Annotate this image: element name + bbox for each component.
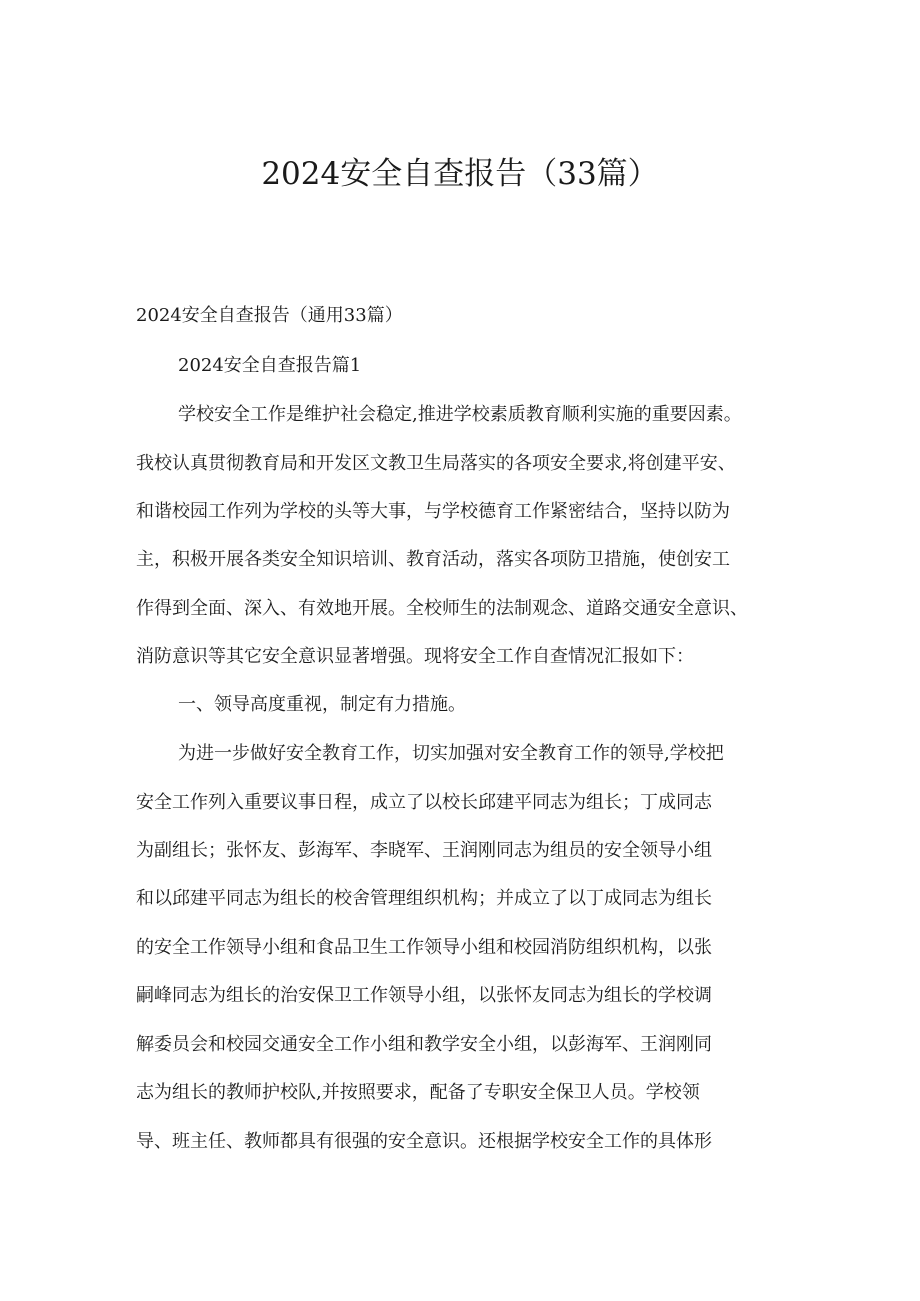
- paragraph-line: 主，积极开展各类安全知识培训、教育活动，落实各项防卫措施，使创安工: [136, 549, 730, 570]
- paragraph-line: 的安全工作领导小组和食品卫生工作领导小组和校园消防组织机构，以张: [136, 937, 712, 958]
- paragraph-line: 解委员会和校园交通安全工作小组和教学安全小组，以彭海军、王润刚同: [136, 1034, 712, 1055]
- section-heading: 2024安全自查报告篇1: [178, 355, 362, 376]
- paragraph-line: 消防意识等其它安全意识显著增强。现将安全工作自查情况汇报如下：: [136, 646, 694, 667]
- paragraph-line: 为进一步做好安全教育工作，切实加强对安全教育工作的领导,学校把: [178, 743, 724, 764]
- document-subtitle: 2024安全自查报告（通用33篇）: [136, 305, 403, 326]
- document-title: 2024安全自查报告（33篇）: [261, 156, 659, 192]
- paragraph-line: 导、班主任、教师都具有很强的安全意识。还根据学校安全工作的具体形: [136, 1131, 712, 1152]
- section-heading-1: 一、领导高度重视，制定有力措施。: [178, 694, 466, 715]
- paragraph-line: 志为组长的教师护校队,并按照要求，配备了专职安全保卫人员。学校领: [136, 1082, 700, 1103]
- paragraph-line: 和谐校园工作列为学校的头等大事，与学校德育工作紧密结合，坚持以防为: [136, 501, 730, 522]
- paragraph-line: 我校认真贯彻教育局和开发区文教卫生局落实的各项安全要求,将创建平安、: [136, 453, 736, 474]
- paragraph-line: 安全工作列入重要议事日程，成立了以校长邱建平同志为组长；丁成同志: [136, 792, 712, 813]
- paragraph-line: 为副组长；张怀友、彭海军、李晓军、王润刚同志为组员的安全领导小组: [136, 840, 712, 861]
- paragraph-line: 嗣峰同志为组长的治安保卫工作领导小组，以张怀友同志为组长的学校调: [136, 985, 712, 1006]
- paragraph-line: 作得到全面、深入、有效地开展。全校师生的法制观念、道路交通安全意识、: [136, 598, 748, 619]
- paragraph-line: 和以邱建平同志为组长的校舍管理组织机构；并成立了以丁成同志为组长: [136, 888, 712, 909]
- paragraph-line: 学校安全工作是维护社会稳定,推进学校素质教育顺利实施的重要因素。: [178, 404, 742, 425]
